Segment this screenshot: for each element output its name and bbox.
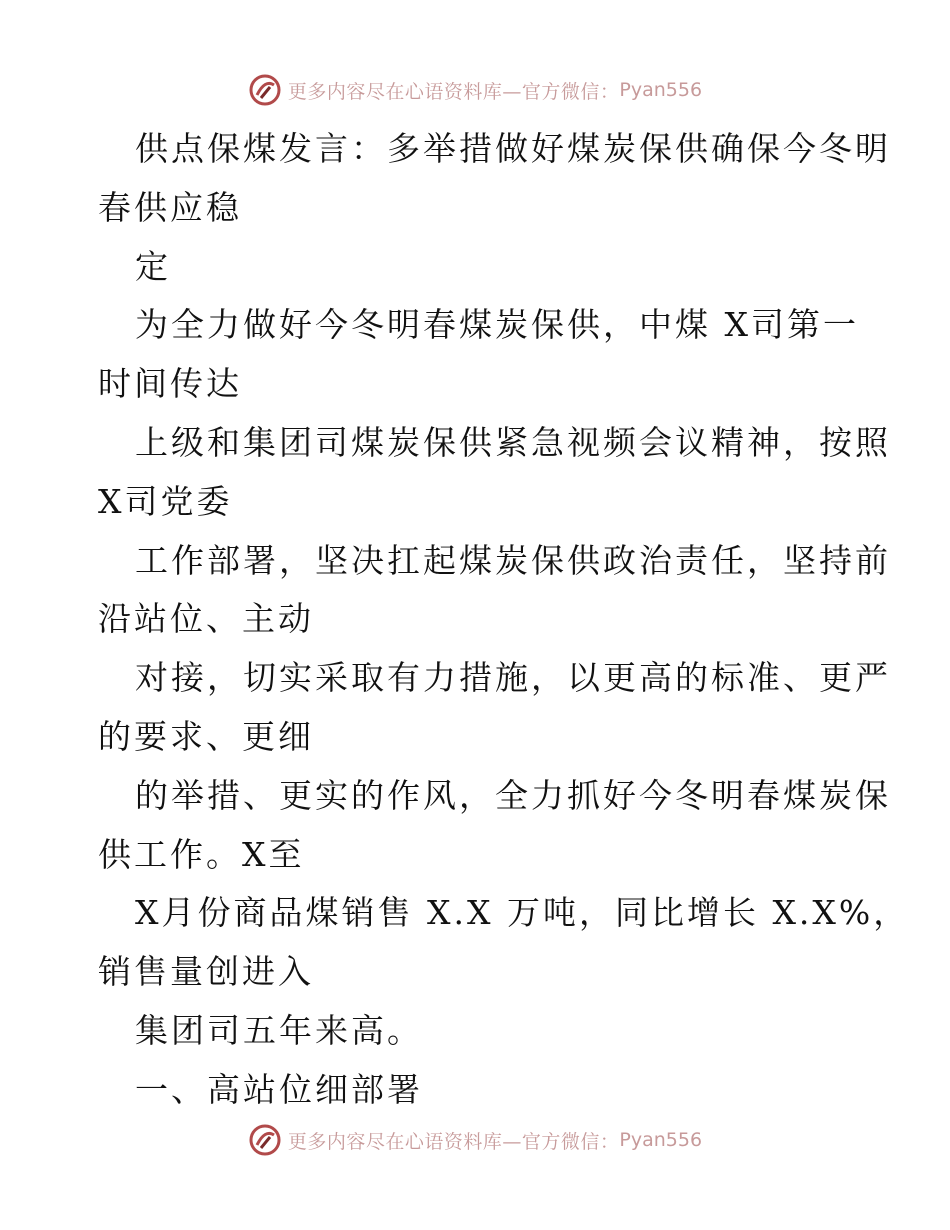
document-line: 时间传达	[98, 364, 242, 404]
document-line: 销售量创进入	[98, 952, 314, 992]
banner-text: 更多内容尽在心语资料库—官方微信：	[287, 1130, 620, 1153]
document-line: X司党委	[98, 481, 233, 521]
banner-wechat-id: Pyan556	[619, 1129, 703, 1151]
document-line: X月份商品煤销售 X.X 万吨，同比增长 X.X%，	[135, 893, 910, 933]
document-line: 春供应稳	[98, 187, 242, 227]
document-line: 上级和集团司煤炭保供紧急视频会议精神，按照	[135, 423, 891, 462]
document-line: 的要求、更细	[98, 717, 314, 756]
document-line: 沿站位、主动	[98, 599, 314, 639]
banner-wechat-id: Pyan556	[619, 79, 703, 101]
document-line: 供工作。X至	[98, 834, 305, 874]
document-line: 对接，切实采取有力措施，以更高的标准、更严	[135, 658, 891, 698]
document-line: 工作部署，坚决扛起煤炭保供政治责任，坚持前	[135, 540, 891, 580]
document-line: 一、高站位细部署	[135, 1069, 423, 1109]
banner-text: 更多内容尽在心语资料库—官方微信：	[287, 80, 620, 103]
document-line: 定	[135, 246, 171, 286]
document-line: 的举措、更实的作风，全力抓好今冬明春煤炭保	[135, 775, 891, 815]
document-line: 供点保煤发言：多举措做好煤炭保供确保今冬明	[135, 129, 891, 168]
document-line: 为全力做好今冬明春煤炭保供，中煤 X司第一	[135, 305, 859, 345]
footer-watermark-banner	[0, 1120, 950, 1160]
brand-logo-icon	[248, 1123, 282, 1157]
document-line: 集团司五年来高。	[135, 1011, 423, 1050]
